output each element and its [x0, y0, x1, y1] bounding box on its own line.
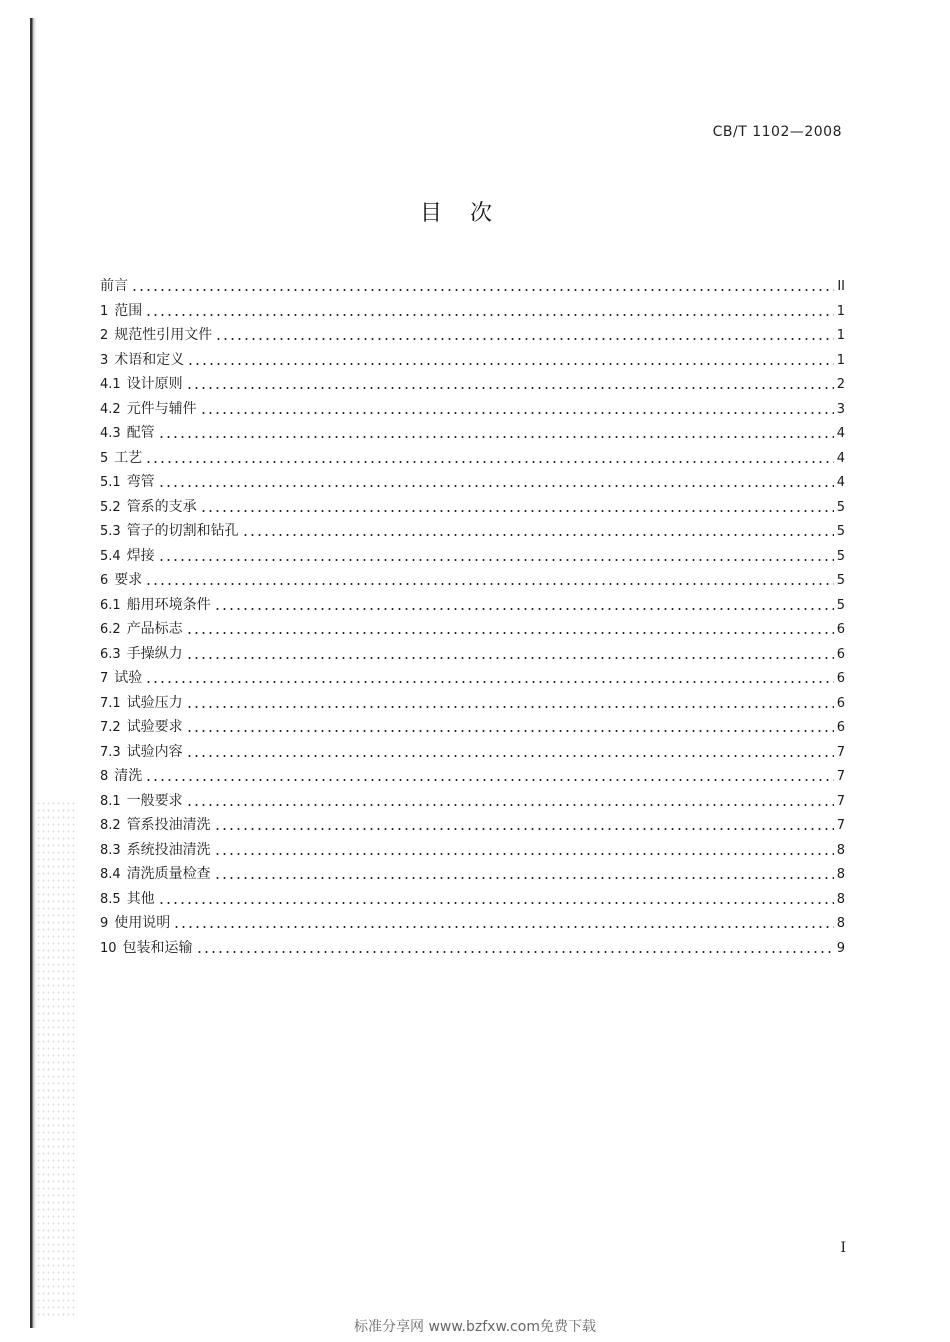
toc-entry-page: 1: [836, 352, 845, 368]
toc-dot-leader: [158, 558, 834, 562]
toc-entry-label: 试验要求: [126, 719, 183, 735]
toc-entry[interactable]: [100, 642, 845, 667]
toc-entry-number: 6.1: [100, 597, 121, 613]
toc-entry-page: 8: [836, 916, 845, 931]
toc-entry-label: 清洗质量检查: [126, 866, 211, 882]
toc-entry-page: 7: [836, 793, 845, 809]
toc-entry[interactable]: [100, 470, 845, 495]
toc-entry-number: 8: [100, 769, 109, 784]
toc-dot-leader: [145, 460, 833, 464]
toc-entry[interactable]: [100, 813, 845, 838]
toc-entry-page: 7: [836, 818, 845, 833]
toc-entry-page: 6: [836, 695, 845, 711]
toc-entry-label: 包装和运输: [122, 939, 193, 956]
toc-entry-label: 系统投油清洗: [126, 841, 211, 858]
toc-entry-page: 5: [836, 548, 845, 564]
toc-entry-number: 1: [100, 303, 109, 319]
toc-entry-number: 8.2: [100, 818, 121, 833]
toc-entry[interactable]: [100, 519, 845, 544]
toc-entry-label: 船用环境条件: [126, 596, 211, 613]
toc-entry-page: II: [837, 279, 845, 294]
toc-entry[interactable]: [100, 446, 845, 471]
toc-dot-leader: [200, 411, 834, 415]
toc-entry-label: 元件与辅件: [126, 400, 197, 417]
toc-entry-page: 8: [836, 842, 845, 858]
toc-entry-page: 5: [836, 573, 845, 588]
toc-entry-page: 2: [836, 377, 845, 392]
toc-entry-label: 其他: [126, 890, 155, 907]
toc-entry-page: 6: [836, 646, 845, 662]
toc-entry-number: 6.2: [100, 622, 121, 637]
toc-entry[interactable]: [100, 764, 845, 789]
toc-entry-number: 8.5: [100, 891, 121, 907]
toc-entry-number: 8.3: [100, 842, 121, 858]
toc-dot-leader: [186, 631, 834, 635]
toc-entry-label: 管系的支承: [126, 498, 197, 515]
toc-entry[interactable]: [100, 495, 845, 520]
toc-dot-leader: [145, 313, 833, 317]
toc-entry-page: 5: [836, 597, 845, 613]
watermark-text: 标准分享网 www.bzfxw.com免费下载: [354, 1319, 596, 1335]
toc-entry[interactable]: [100, 911, 845, 936]
toc-entry-label: 工艺: [114, 449, 143, 466]
toc-dot-leader: [186, 803, 834, 807]
toc-entry-label: 术语和定义: [114, 351, 185, 368]
toc-entry-label: 焊接: [126, 547, 155, 564]
toc-entry-number: 9: [100, 916, 109, 931]
toc-entry-page: 1: [836, 328, 845, 343]
toc-entry[interactable]: [100, 691, 845, 716]
toc-dot-leader: [186, 754, 834, 758]
toc-entry[interactable]: [100, 887, 845, 912]
toc-dot-leader: [173, 925, 833, 929]
toc-entry-number: 5.4: [100, 548, 121, 564]
toc-entry-page: 6: [836, 720, 845, 735]
toc-entry-page: 6: [836, 622, 845, 637]
toc-entry[interactable]: [100, 421, 845, 446]
toc-entry[interactable]: [100, 789, 845, 814]
toc-entry-label: 手操纵力: [126, 645, 183, 662]
toc-entry-number: 3: [100, 352, 109, 368]
toc-entry[interactable]: [100, 348, 845, 373]
standard-code: CB/T 1102—2008: [712, 124, 842, 140]
scan-speckle: [36, 800, 76, 1320]
toc-dot-leader: [186, 729, 834, 733]
toc-entry-label: 清洗: [114, 768, 143, 784]
toc-dot-leader: [186, 656, 834, 660]
toc-entry-page: 7: [836, 744, 845, 760]
toc-dot-leader: [158, 901, 834, 905]
table-of-contents: [100, 274, 845, 960]
toc-entry-page: 4: [836, 450, 845, 466]
toc-dot-leader: [158, 484, 834, 488]
toc-entry[interactable]: [100, 666, 845, 691]
toc-entry-label: 管系投油清洗: [126, 817, 211, 833]
toc-entry-page: 5: [836, 499, 845, 515]
toc-entry-label: 设计原则: [126, 376, 183, 392]
toc-entry-page: 4: [836, 426, 845, 441]
toc-entry-page: 8: [836, 867, 845, 882]
toc-entry[interactable]: [100, 397, 845, 422]
toc-entry-number: 4.2: [100, 401, 121, 417]
toc-entry-label: 试验内容: [126, 743, 183, 760]
toc-dot-leader: [145, 778, 833, 782]
toc-entry[interactable]: [100, 936, 845, 961]
toc-entry-label: 规范性引用文件: [114, 327, 213, 343]
toc-dot-leader: [214, 607, 834, 611]
toc-entry-label: 要求: [114, 572, 143, 588]
toc-entry-page: 3: [836, 401, 845, 417]
toc-dot-leader: [186, 386, 834, 390]
toc-entry[interactable]: [100, 544, 845, 569]
toc-entry[interactable]: [100, 323, 845, 348]
toc-entry-number: 6: [100, 573, 109, 588]
toc-entry[interactable]: [100, 274, 845, 299]
toc-entry-number: 5.3: [100, 524, 121, 539]
toc-entry[interactable]: [100, 593, 845, 618]
toc-entry[interactable]: [100, 862, 845, 887]
toc-entry-page: 4: [836, 475, 845, 490]
toc-entry-label: 使用说明: [114, 915, 171, 931]
toc-entry[interactable]: [100, 617, 845, 642]
toc-entry-page: 7: [836, 769, 845, 784]
page-title: 目次: [419, 201, 520, 226]
toc-entry-number: 7.1: [100, 695, 121, 711]
toc-entry-label: 管子的切割和钻孔: [126, 523, 239, 539]
toc-entry-number: 8.4: [100, 867, 121, 882]
toc-dot-leader: [214, 827, 834, 831]
toc-dot-leader: [186, 705, 834, 709]
toc-entry-number: 7.3: [100, 744, 121, 760]
toc-entry-page: 5: [836, 524, 845, 539]
toc-entry-label: 配管: [126, 425, 155, 441]
toc-entry[interactable]: [100, 838, 845, 863]
toc-entry-page: 6: [836, 671, 845, 686]
toc-dot-leader: [187, 362, 833, 366]
toc-entry-page: 1: [836, 303, 845, 319]
toc-dot-leader: [145, 582, 833, 586]
toc-entry-number: 5: [100, 450, 109, 466]
page-number: I: [840, 1240, 846, 1256]
toc-entry-label: 范围: [114, 302, 143, 319]
toc-entry-number: 5.1: [100, 475, 121, 490]
toc-entry[interactable]: [100, 740, 845, 765]
toc-entry-label: 弯管: [126, 474, 155, 490]
toc-entry-number: 4.1: [100, 377, 121, 392]
toc-entry[interactable]: [100, 715, 845, 740]
toc-entry[interactable]: [100, 299, 845, 324]
toc-entry-page: 8: [836, 891, 845, 907]
toc-entry-number: 5.2: [100, 499, 121, 515]
toc-entry-page: 9: [836, 940, 845, 956]
toc-entry-number: 7: [100, 671, 109, 686]
toc-entry-number: 2: [100, 328, 109, 343]
toc-entry-label: 前言: [100, 278, 128, 294]
toc-dot-leader: [196, 950, 834, 954]
toc-entry-number: 7.2: [100, 720, 121, 735]
toc-entry[interactable]: [100, 568, 845, 593]
toc-entry-number: 6.3: [100, 646, 121, 662]
toc-dot-leader: [145, 680, 833, 684]
toc-entry-label: 试验: [114, 670, 143, 686]
toc-dot-leader: [158, 435, 834, 439]
toc-dot-leader: [214, 876, 834, 880]
toc-entry-number: 4.3: [100, 426, 121, 441]
toc-dot-leader: [200, 509, 834, 513]
toc-dot-leader: [131, 288, 834, 292]
toc-dot-leader: [215, 337, 833, 341]
toc-entry-label: 一般要求: [126, 792, 183, 809]
toc-entry[interactable]: [100, 372, 845, 397]
toc-dot-leader: [242, 533, 834, 537]
toc-entry-label: 产品标志: [126, 621, 183, 637]
toc-entry-number: 8.1: [100, 793, 121, 809]
toc-dot-leader: [214, 852, 834, 856]
toc-entry-number: 10: [100, 940, 117, 956]
toc-entry-label: 试验压力: [126, 694, 183, 711]
